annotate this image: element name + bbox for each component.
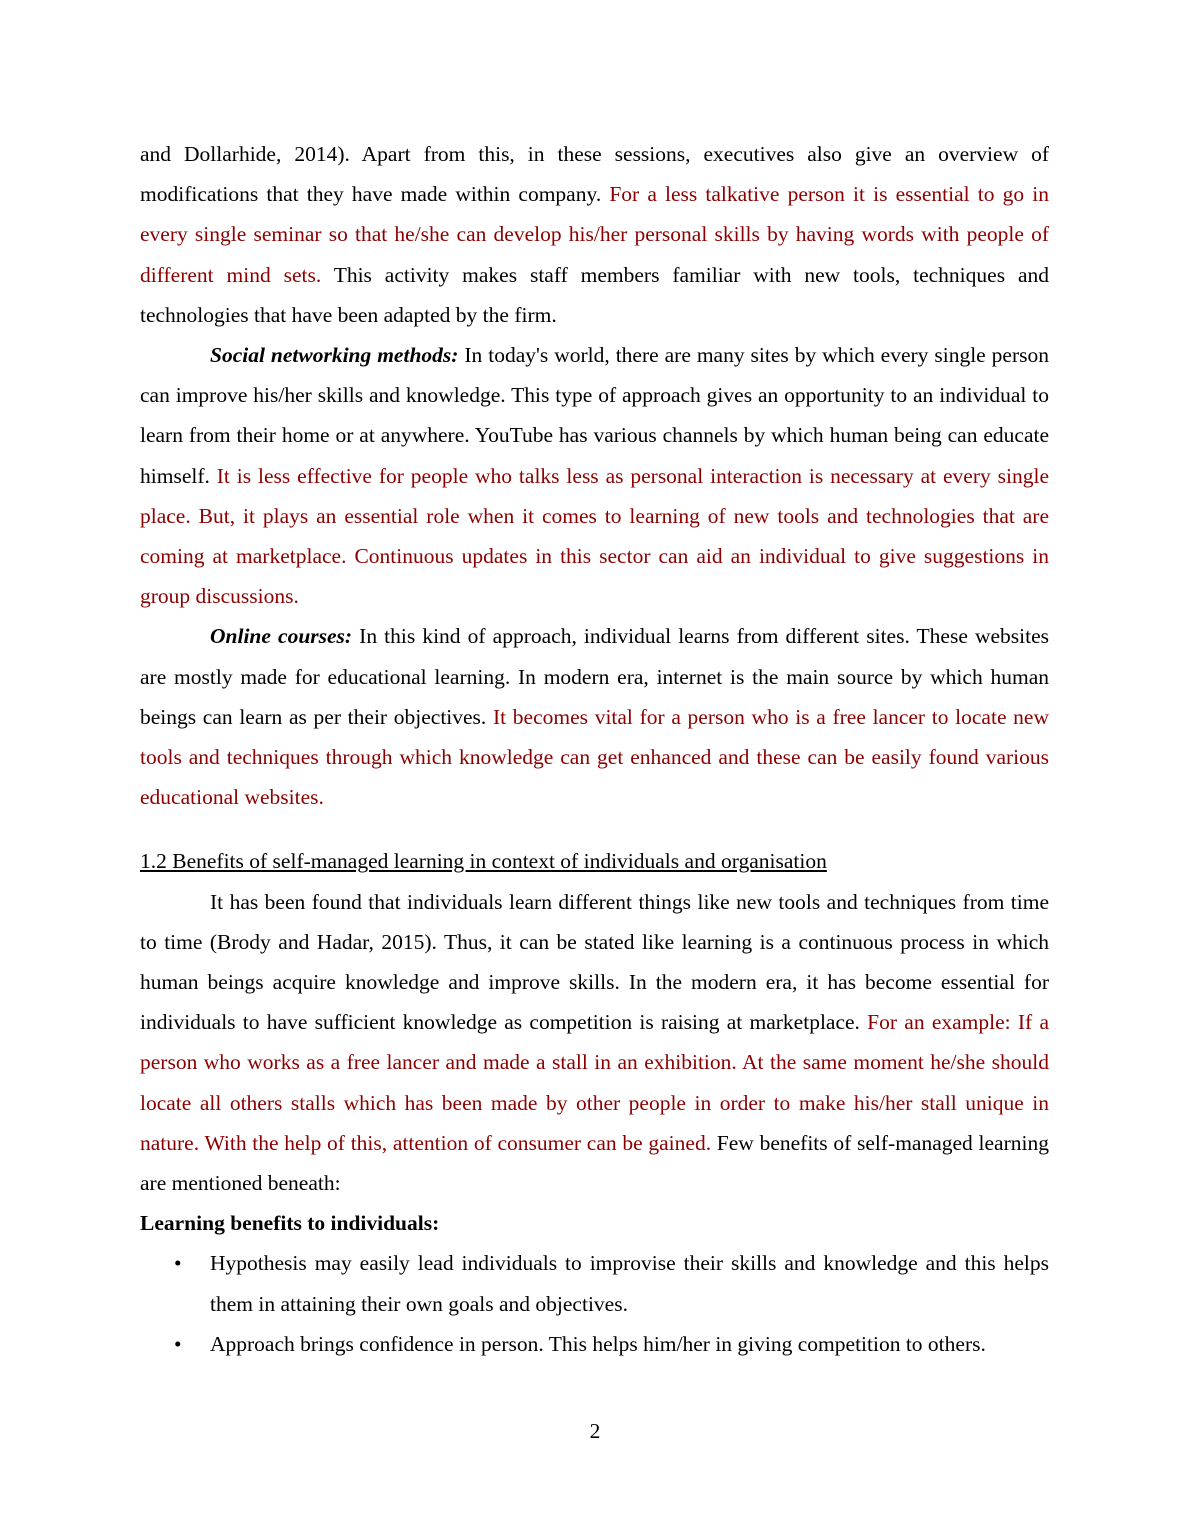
list-item bbox=[140, 1324, 1049, 1364]
highlighted-text-run: It is less effective for people who talks less as personal interaction is necessary at every single place. But, it plays an essential role when it comes to learning of new tools and technologies that are coming at marketplace. Continuous updates in this sector can aid an individual to give suggestions in group discussions. bbox=[140, 463, 1049, 609]
highlighted-text-run: For a less talkative person it is essential to go in every single seminar so that he/she can develop his/her personal skills by having words with people of different mind sets. bbox=[140, 182, 1049, 287]
paragraph-lead-label: Social networking methods: bbox=[210, 343, 459, 368]
highlighted-text-run: It becomes vital for a person who is a free lancer to locate new tools and techniques through which knowledge can get enhanced and these can be easily found various educational websites. bbox=[140, 704, 1049, 810]
page-number: 2 bbox=[589, 1419, 601, 1443]
list-item-text: Approach brings confidence in person. This helps him/her in giving competition to others. bbox=[210, 1331, 986, 1356]
paragraph-continuation bbox=[140, 134, 1049, 335]
paragraph-social-networking bbox=[140, 335, 1049, 616]
text-run: and Dollarhide, 2014). Apart from this, in these sessions, executives also give an overview of modifications that they have made within company. bbox=[140, 142, 1049, 207]
text-run: Few benefits of self-managed learning are mentioned beneath: bbox=[140, 1130, 1049, 1196]
text-run: It has been found that individuals learn different things like new tools and techniques from time to time (Brody and Hadar, 2015). Thus, it can be stated like learning is a continuous process in which human beings acquire knowledge and improve skills. In the modern era, it has become essential for individuals to have sufficient knowledge as competition is raising at marketplace. bbox=[140, 889, 1049, 1035]
bullet-icon: • bbox=[174, 1331, 182, 1356]
text-run: In this kind of approach, individual learns from different sites. These websites are mostly made for educational learning. In modern era, internet is the main source by which human beings can learn as per their objectives. bbox=[140, 624, 1049, 729]
section-heading: 1.2 Benefits of self-managed learning in context of individuals and organisation bbox=[140, 849, 827, 874]
list-item-text: Hypothesis may easily lead individuals to improvise their skills and knowledge and this helps them in attaining their own goals and objectives. bbox=[210, 1251, 1049, 1316]
highlighted-text-run: For an example: If a person who works as a free lancer and made a stall in an exhibition. At the same moment he/she should locate all others stalls which has been made by other people in order to make his/her stall unique in nature. With the help of this, attention of consumer can be gained. bbox=[140, 1010, 1049, 1155]
list-item bbox=[140, 1243, 1049, 1323]
text-run: In today's world, there are many sites by which every single person can improve his/her skills and knowledge. This type of approach gives an opportunity to an individual to learn from their home or at anywhere. YouTube has various channels by which human being can educate himself. bbox=[140, 343, 1049, 488]
document-page bbox=[140, 134, 1049, 1364]
paragraph-lead-label: Online courses: bbox=[210, 624, 353, 649]
bullet-icon: • bbox=[174, 1251, 182, 1276]
paragraph-online-courses bbox=[140, 616, 1049, 817]
subheading-learning-benefits: Learning benefits to individuals: bbox=[140, 1211, 440, 1236]
text-run: This activity makes staff members familiar with new tools, techniques and technologies that have been adapted by the firm. bbox=[140, 262, 1049, 327]
bullet-list bbox=[140, 1243, 1049, 1364]
paragraph-benefits-intro bbox=[140, 882, 1049, 1204]
